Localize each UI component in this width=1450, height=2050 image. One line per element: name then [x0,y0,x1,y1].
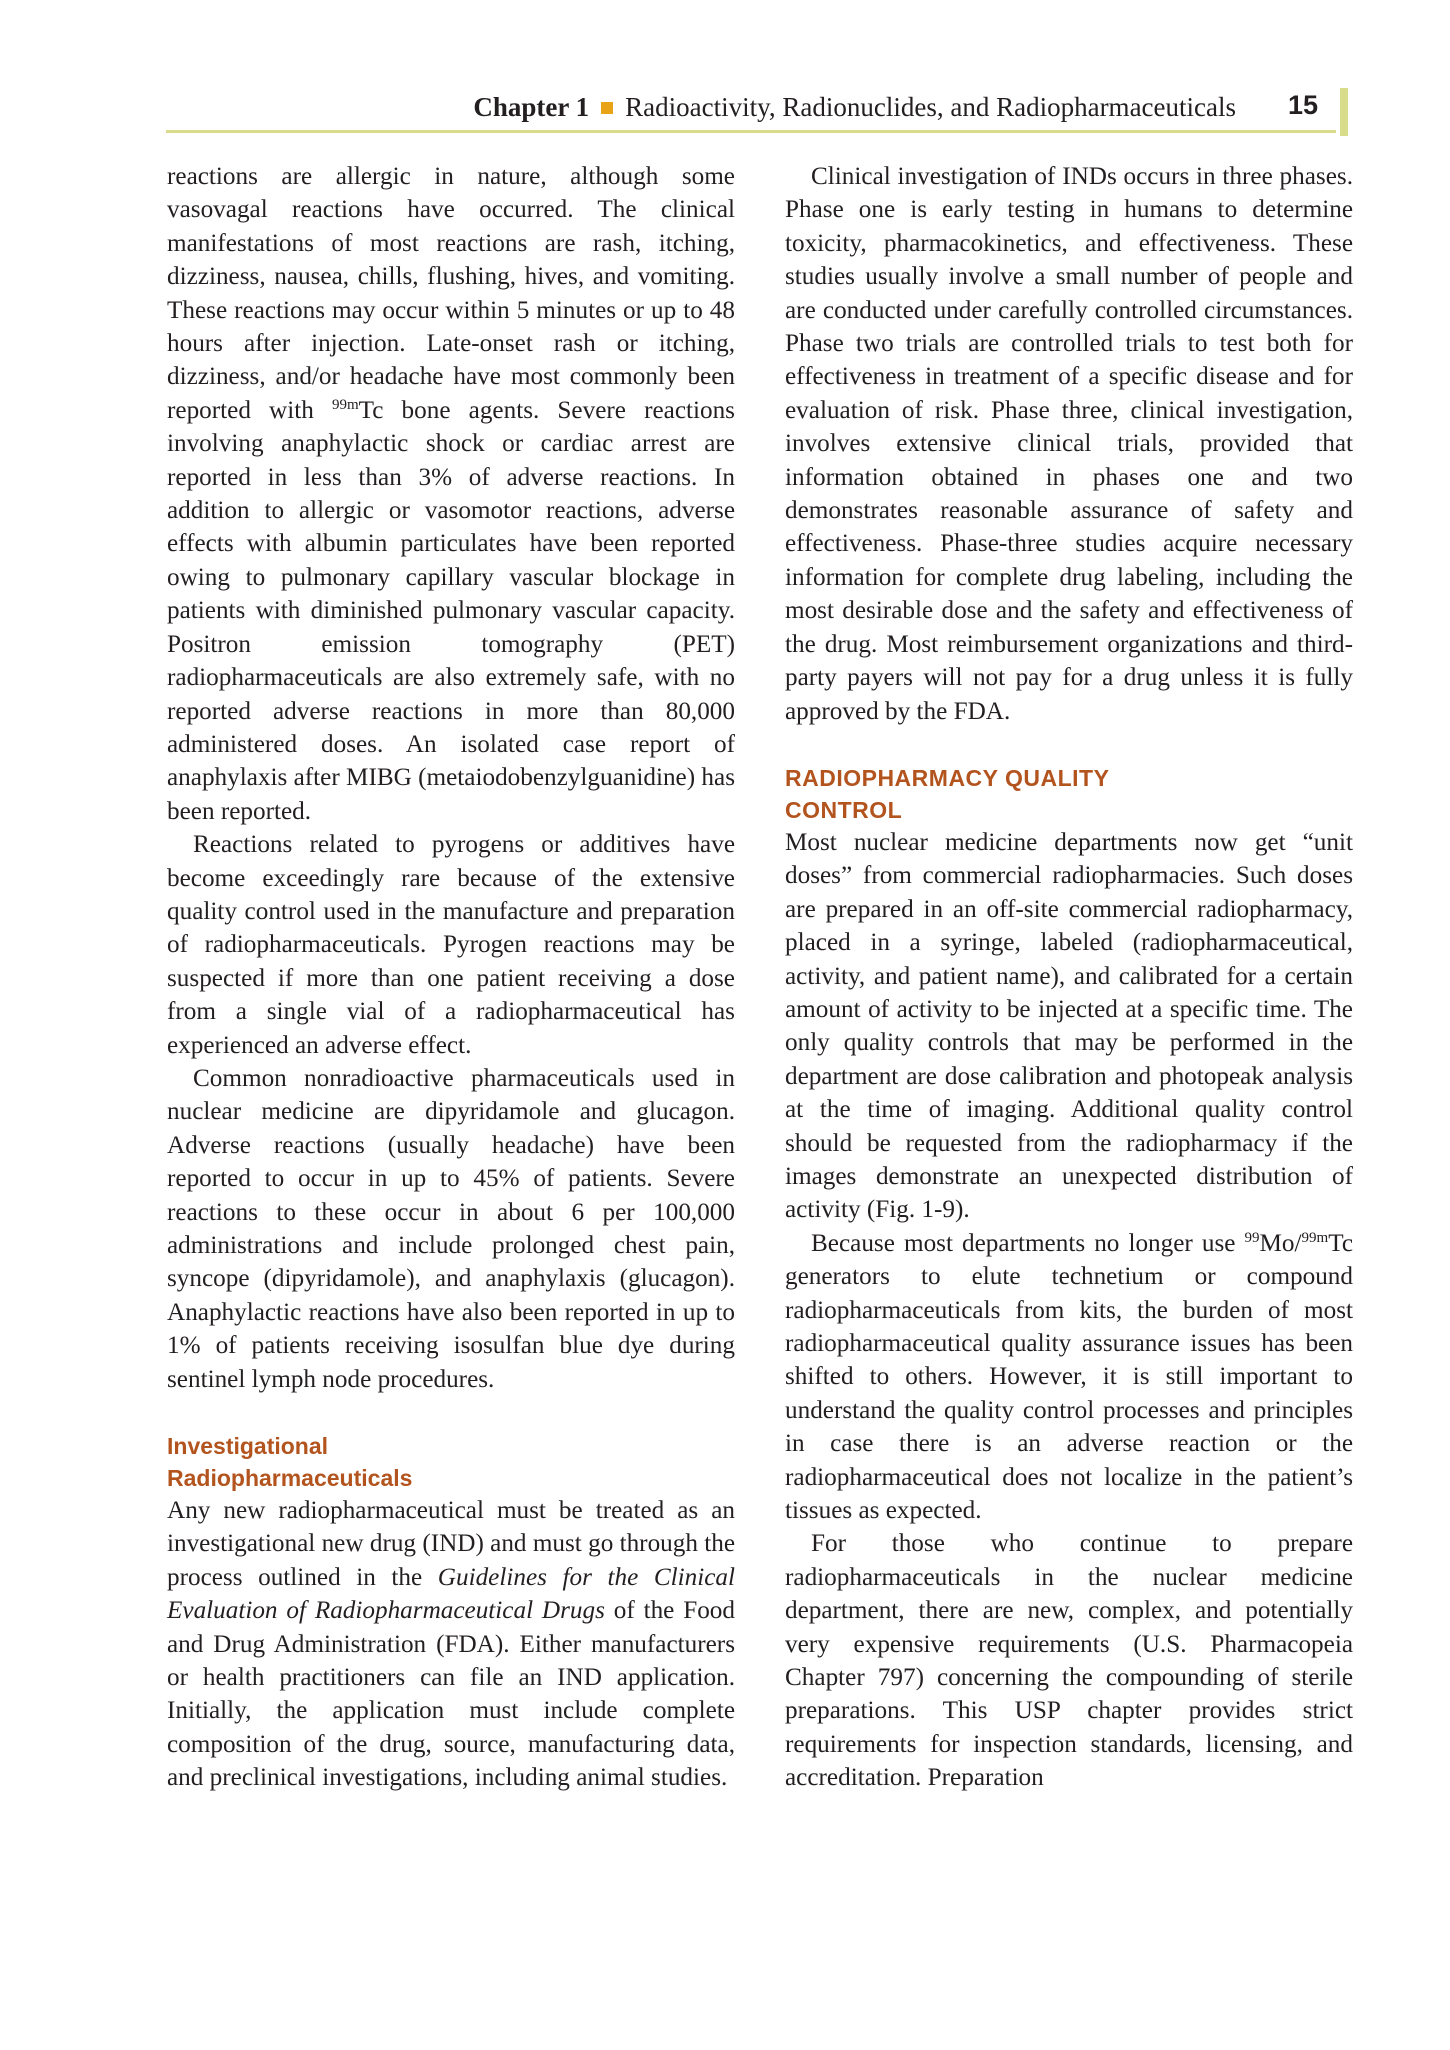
section-heading: Investigational Radiopharmaceuticals [167,1433,413,1492]
paragraph: Clinical investigation of INDs occurs in three phases. Phase one is early testing in humans to determine toxicity, pharmacokinetics, and effectiveness. These studies usually involve a small number of people and are conducted under carefully controlled circumstances. Phase two trials are controlled trials to test both for effectiveness in treatment of a specific disease and for evaluation of risk. Phase three, clinical investigation, involves extensive clinical trials, provided that information obtained in phases one and two demonstrates reasonable assurance of safety and effectiveness. Phase-three studies acquire necessary information for complete drug labeling, including the most desirable dose and the safety and effectiveness of the drug. Most reimbursement organizations and third-party payers will not pay for a drug unless it is fully approved by the FDA. [785,163,1353,725]
paragraph: Because most departments no longer use $^{99}$Mo/$^{99m}$Tc generators to elute technetium or compound radiopharmaceuticals from kits, the burden of most radiopharmaceutical quality assurance issues has been shifted to others. However, it is still important to understand the quality control processes and principles in case there is an adverse reaction or the radiopharmaceutical does not localize in the patient’s tissues as expected. [785,1229,1353,1525]
paragraph: For those who continue to prepare radiopharmaceuticals in the nuclear medicine department, there are new, complex, and potentially very expensive requirements (U.S. Pharmacopeia Chapter 797) concerning the compounding of sterile preparations. This USP chapter provides strict requirements for inspection standards, licensing, and accreditation. Preparation [785,1530,1353,1792]
header-tab [1340,88,1348,136]
paragraph: Reactions related to pyrogens or additives have become exceedingly rare because of the extensive quality control used in the manufacture and preparation of radiopharmaceuticals. Pyrogen reactions may be suspected if more than one patient receiving a dose from a single vial of a radiopharmaceutical has experienced an adverse effect. [167,831,735,1059]
left-column [167,160,735,1795]
paragraph: Common nonradioactive pharmaceuticals used in nuclear medicine are dipyridamole and glucagon. Adverse reactions (usually headache) have been reported to occur in up to 45% of patients. Severe reactions to these occur in about 6 per 100,000 administrations and include prolonged chest pain, syncope (dipyridamole), and anaphylaxis (glucagon). Anaphylactic reactions have also been reported in up to 1% of patients receiving isosulfan blue dye during sentinel lymph node procedures. [167,1064,735,1393]
bullet-square-icon [601,102,613,114]
running-header [166,88,1348,130]
page-number: 15 [1287,90,1318,120]
chapter-title: Radioactivity, Radionuclides, and Radiopharmaceuticals [625,92,1236,122]
right-column [785,160,1353,1795]
header-text [473,92,1236,123]
paragraph: Any new radiopharmaceutical must be treated as an investigational new drug (IND) and must go through the process outlined in the Guidelines for the Clinical Evaluation of Radiopharmaceutical Drugs of the Food and Drug Administration (FDA). Either manufacturers or health practitioners can file an IND application. Initially, the application must include complete composition of the drug, source, manufacturing data, and preclinical investigations, including animal studies. [167,1497,736,1792]
header-rule [166,130,1336,133]
chapter-label: Chapter 1 [473,92,590,122]
paragraph: reactions are allergic in nature, although some vasovagal reactions have occurred. The clinical manifestations of most reactions are rash, itching, dizziness, nausea, chills, flushing, hives, and vomiting. These reactions may occur within 5 minutes or up to 48 hours after injection. Late-onset rash or itching, dizziness, and/or headache have most commonly been reported with $^{99m}$Tc bone agents. Severe reactions involving anaphylactic shock or cardiac arrest are reported in less than 3% of adverse reactions. In addition to allergic or vasomotor reactions, adverse effects with albumin particulates have been reported owing to pulmonary capillary vascular blockage in patients with diminished pulmonary vascular capacity. Positron emission tomography (PET) radiopharmaceuticals are also extremely safe, with no reported adverse reactions in more than 80,000 administered doses. An isolated case report of anaphylaxis after MIBG (metaiodobenzylguanidine) has been reported. [167,163,735,825]
section-heading: RADIOPHARMACY QUALITY CONTROL [785,764,1110,823]
paragraph: Most nuclear medicine departments now get “unit doses” from commercial radiopharmacies. Such doses are prepared in an off-site commercial radiopharmacy, placed in a syringe, labeled (radiopharmaceutical, activity, and patient name), and calibrated for a certain amount of activity to be injected at a specific time. The only quality controls that may be performed in the department are dose calibration and photopeak analysis at the time of imaging. Additional quality control should be requested from the radiopharmacy if the images demonstrate an unexpected distribution of activity (Fig. 1-9). [785,828,1353,1224]
